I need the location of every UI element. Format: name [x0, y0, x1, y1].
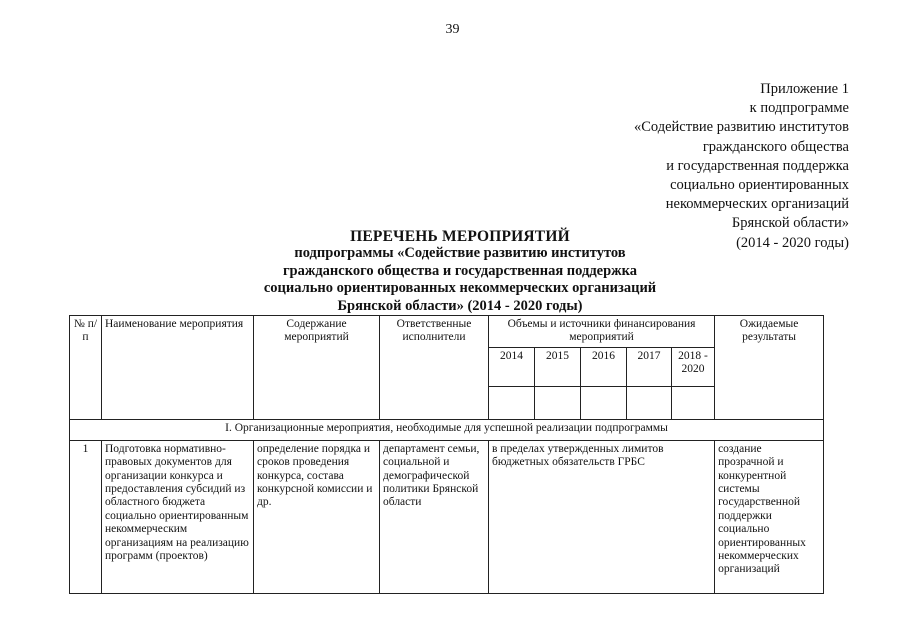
table-row — [70, 440, 824, 593]
appendix-line: гражданского общества — [702, 138, 849, 155]
empty-cell — [627, 386, 672, 419]
title-line: Брянской области» (2014 - 2020 годы) — [337, 297, 583, 314]
row-content: определение порядка и сроков проведения конкурса, состава конкурсной комиссии и др. — [254, 440, 380, 593]
row-funding: в пределах утвержденных лимитов бюджетных обязательств ГРБС — [489, 440, 715, 593]
appendix-block — [549, 80, 849, 253]
appendix-line: и государственная поддержка — [666, 157, 849, 174]
page-number: 39 — [445, 22, 460, 37]
appendix-line: к подпрограмме — [749, 100, 849, 117]
title-main: ПЕРЕЧЕНЬ МЕРОПРИЯТИЙ — [350, 228, 570, 245]
title-line: социально ориентированных некоммерческих организаций — [263, 280, 657, 297]
title-line: гражданского общества и государственная поддержка — [282, 262, 638, 279]
appendix-line: «Содействие развитию институтов — [633, 119, 849, 136]
empty-cell — [489, 386, 535, 419]
title-line: подпрограммы «Содействие развитию институтов — [294, 245, 626, 262]
empty-cell — [535, 386, 581, 419]
events-table — [69, 315, 824, 594]
table-header-row — [70, 316, 824, 348]
appendix-line: социально ориентированных — [670, 177, 849, 194]
year-2018-2020: 2018 - 2020 — [672, 347, 715, 386]
year-2016: 2016 — [581, 347, 627, 386]
header-name: Наименование мероприятия — [102, 316, 254, 420]
appendix-line: некоммерческих организаций — [665, 196, 849, 213]
header-funding: Объемы и источники финансирования мероприятий — [489, 316, 715, 348]
header-executors: Ответственные исполнители — [380, 316, 489, 420]
year-2017: 2017 — [627, 347, 672, 386]
year-2015: 2015 — [535, 347, 581, 386]
row-name: Подготовка нормативно-правовых документов для организации конкурса и предоставления субсидий из областного бюджета социально ориентированным некоммерческим организациям на реализацию программ (проектов) — [102, 440, 254, 593]
header-results: Ожидаемые результаты — [715, 316, 824, 420]
row-executors: департамент семьи, социальной и демографической политики Брянской области — [380, 440, 489, 593]
row-results: создание прозрачной и конкурентной системы государственной поддержки социально ориентированных некоммерческих организаций — [715, 440, 824, 593]
appendix-line: Брянской области» — [731, 215, 849, 232]
year-2014: 2014 — [489, 347, 535, 386]
section-title: I. Организационные мероприятия, необходимые для успешной реализации подпрограммы — [70, 419, 824, 440]
section-row — [70, 419, 824, 440]
header-num: № п/п — [70, 316, 102, 420]
empty-cell — [672, 386, 715, 419]
empty-cell — [581, 386, 627, 419]
row-num: 1 — [70, 440, 102, 593]
appendix-line: Приложение 1 — [760, 81, 849, 97]
appendix-line: (2014 - 2020 годы) — [736, 234, 849, 251]
header-content: Содержание мероприятий — [254, 316, 380, 420]
document-title — [140, 228, 780, 315]
